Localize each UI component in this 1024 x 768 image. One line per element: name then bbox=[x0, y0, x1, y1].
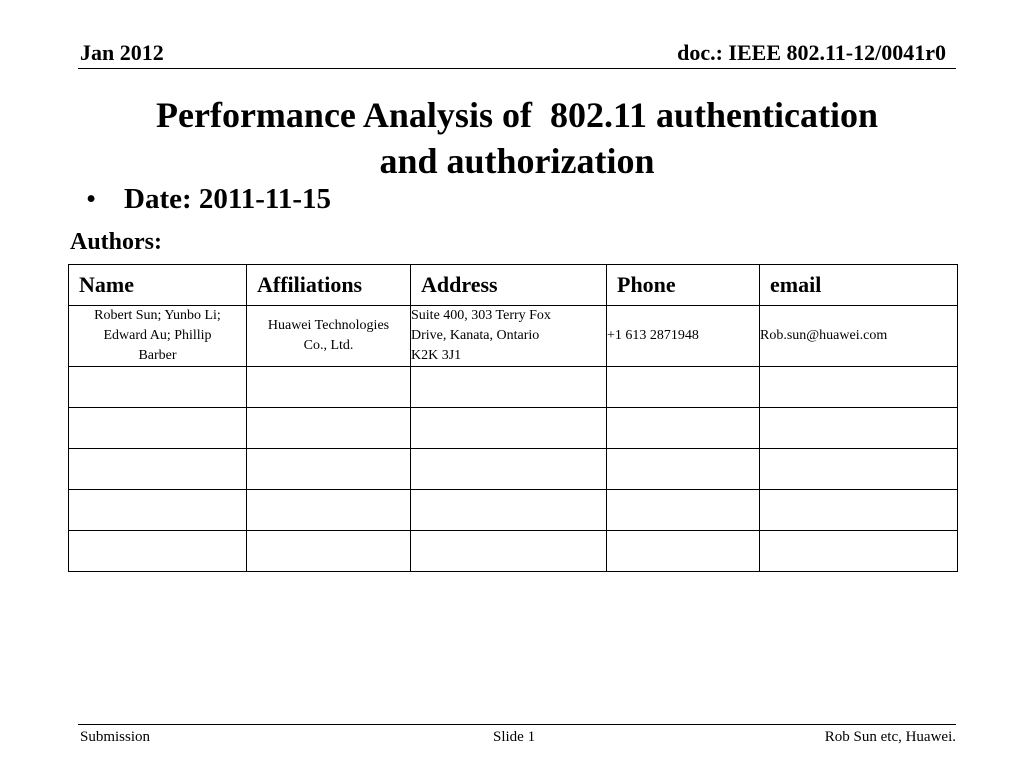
table-cell bbox=[607, 367, 760, 408]
table-row bbox=[69, 531, 958, 572]
author-address-line: Drive, Kanata, Ontario bbox=[411, 328, 540, 343]
header-phone: Phone bbox=[607, 265, 760, 306]
author-email-cell: Rob.sun@huawei.com bbox=[760, 306, 958, 367]
author-name-line: Robert Sun; Yunbo Li; bbox=[94, 308, 221, 323]
footer-submission: Submission bbox=[80, 729, 151, 745]
author-address-line: K2K 3J1 bbox=[411, 348, 462, 363]
table-cell bbox=[760, 449, 958, 490]
table-cell bbox=[69, 531, 247, 572]
author-affiliation-line: Huawei Technologies bbox=[267, 318, 390, 333]
table-row bbox=[69, 408, 958, 449]
table-cell bbox=[247, 408, 411, 449]
author-affiliation-cell bbox=[247, 306, 411, 367]
table-cell bbox=[607, 531, 760, 572]
header-name: Name bbox=[69, 265, 247, 306]
table-cell bbox=[411, 490, 607, 531]
authors-label: Authors: bbox=[70, 229, 163, 255]
table-cell bbox=[69, 408, 247, 449]
table-row bbox=[69, 306, 958, 367]
table-row bbox=[69, 490, 958, 531]
footer-divider bbox=[78, 724, 956, 725]
table-cell bbox=[607, 408, 760, 449]
table-cell bbox=[760, 367, 958, 408]
author-address-cell bbox=[411, 306, 607, 367]
header-address: Address bbox=[411, 265, 607, 306]
table-cell bbox=[411, 367, 607, 408]
header-email: email bbox=[760, 265, 958, 306]
table-cell bbox=[607, 490, 760, 531]
author-name-line: Edward Au; Phillip bbox=[103, 328, 212, 343]
header-divider bbox=[78, 68, 956, 69]
bullet-icon: • bbox=[86, 183, 97, 215]
table-header-row bbox=[69, 265, 958, 306]
footer-slide-number: Slide 1 bbox=[493, 729, 536, 745]
table-cell bbox=[247, 449, 411, 490]
header-document-id: doc.: IEEE 802.11-12/0041r0 bbox=[677, 40, 946, 65]
table-cell bbox=[607, 449, 760, 490]
table-row bbox=[69, 367, 958, 408]
author-name-cell bbox=[69, 306, 247, 367]
table-cell bbox=[760, 490, 958, 531]
header-date: Jan 2012 bbox=[80, 40, 164, 65]
table-cell bbox=[411, 408, 607, 449]
table-cell bbox=[69, 367, 247, 408]
table-cell bbox=[247, 367, 411, 408]
table-cell bbox=[411, 531, 607, 572]
table-cell bbox=[760, 531, 958, 572]
table-cell bbox=[247, 531, 411, 572]
author-address-line: Suite 400, 303 Terry Fox bbox=[411, 308, 551, 323]
table-cell bbox=[69, 490, 247, 531]
footer-author: Rob Sun etc, Huawei. bbox=[824, 729, 956, 745]
table-cell bbox=[247, 490, 411, 531]
slide-title-line-2: and authorization bbox=[379, 141, 655, 181]
slide-title bbox=[60, 92, 974, 184]
table-row bbox=[69, 449, 958, 490]
author-name-line: Barber bbox=[138, 348, 177, 363]
header-affiliations: Affiliations bbox=[247, 265, 411, 306]
table-cell bbox=[411, 449, 607, 490]
table-cell bbox=[760, 408, 958, 449]
table-cell bbox=[69, 449, 247, 490]
author-affiliation-line: Co., Ltd. bbox=[303, 338, 354, 353]
author-phone-cell: +1 613 2871948 bbox=[607, 306, 760, 367]
date-bullet-text: Date: 2011-11-15 bbox=[124, 183, 331, 215]
date-bullet bbox=[86, 181, 331, 217]
slide-title-line-1: Performance Analysis of 802.11 authentication bbox=[156, 95, 878, 135]
authors-table bbox=[68, 264, 958, 572]
